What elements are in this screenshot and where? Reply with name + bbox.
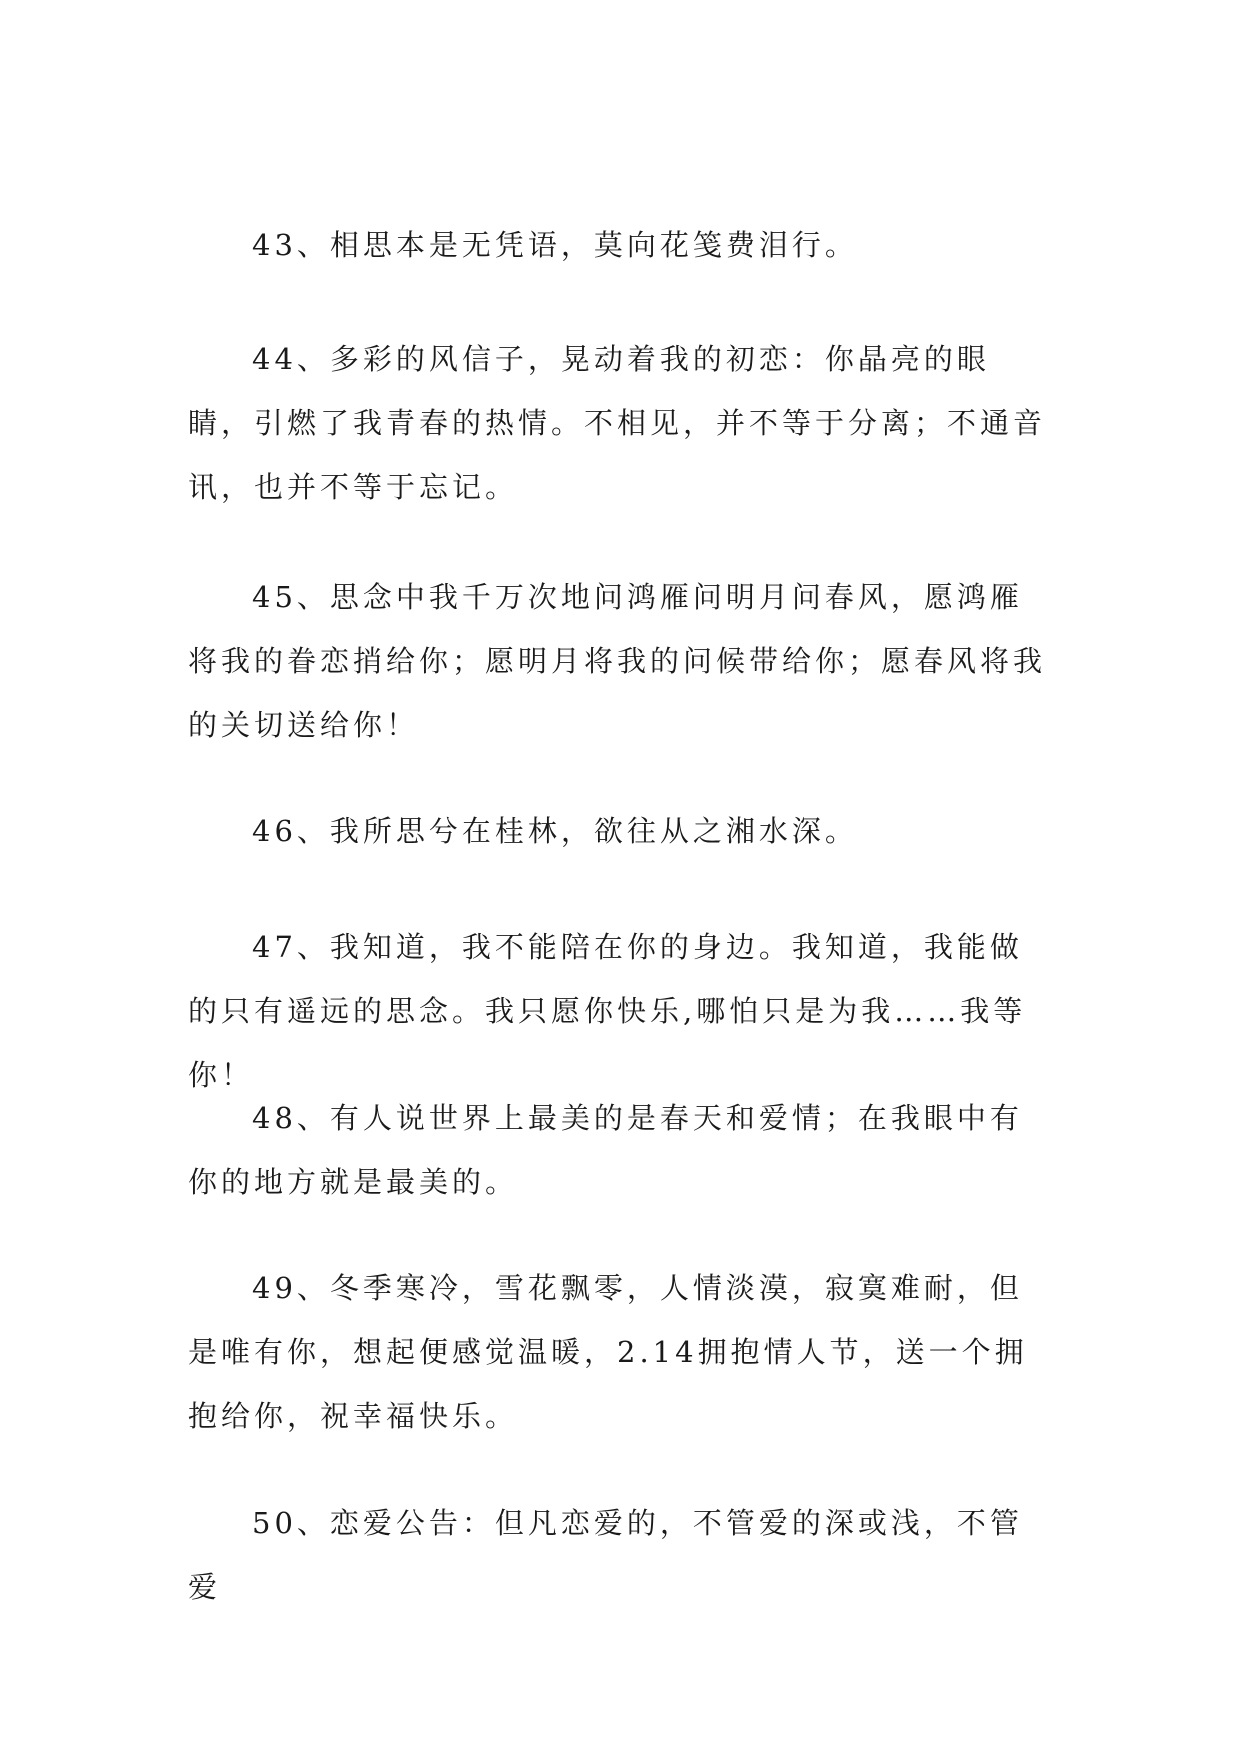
paragraph-50: 50、恋爱公告：但凡恋爱的，不管爱的深或浅，不管爱 <box>188 1506 1023 1604</box>
paragraph-48: 48、有人说世界上最美的是春天和爱情；在我眼中有你的地方就是最美的。 <box>188 1101 1023 1199</box>
paragraph-45: 45、思念中我千万次地问鸿雁问明月问春风，愿鸿雁将我的眷恋捎给你；愿明月将我的问候带给你；愿春风将我的关切送给你！ <box>188 580 1047 742</box>
paragraph-43: 43、相思本是无凭语，莫向花笺费泪行。 <box>252 228 858 262</box>
paragraph-46: 46、我所思兮在桂林，欲往从之湘水深。 <box>252 814 858 848</box>
paragraph-47: 47、我知道，我不能陪在你的身边。我知道，我能做的只有遥远的思念。我只愿你快乐,哪怕只是为我……我等你！ <box>188 930 1027 1092</box>
paragraph-44: 44、多彩的风信子，晃动着我的初恋：你晶亮的眼睛，引燃了我青春的热情。不相见，并不等于分离；不通音讯，也并不等于忘记。 <box>188 342 1047 504</box>
paragraph-49: 49、冬季寒冷，雪花飘零，人情淡漠，寂寞难耐，但是唯有你，想起便感觉温暖，2.14拥抱情人节，送一个拥抱给你，祝幸福快乐。 <box>188 1271 1028 1433</box>
